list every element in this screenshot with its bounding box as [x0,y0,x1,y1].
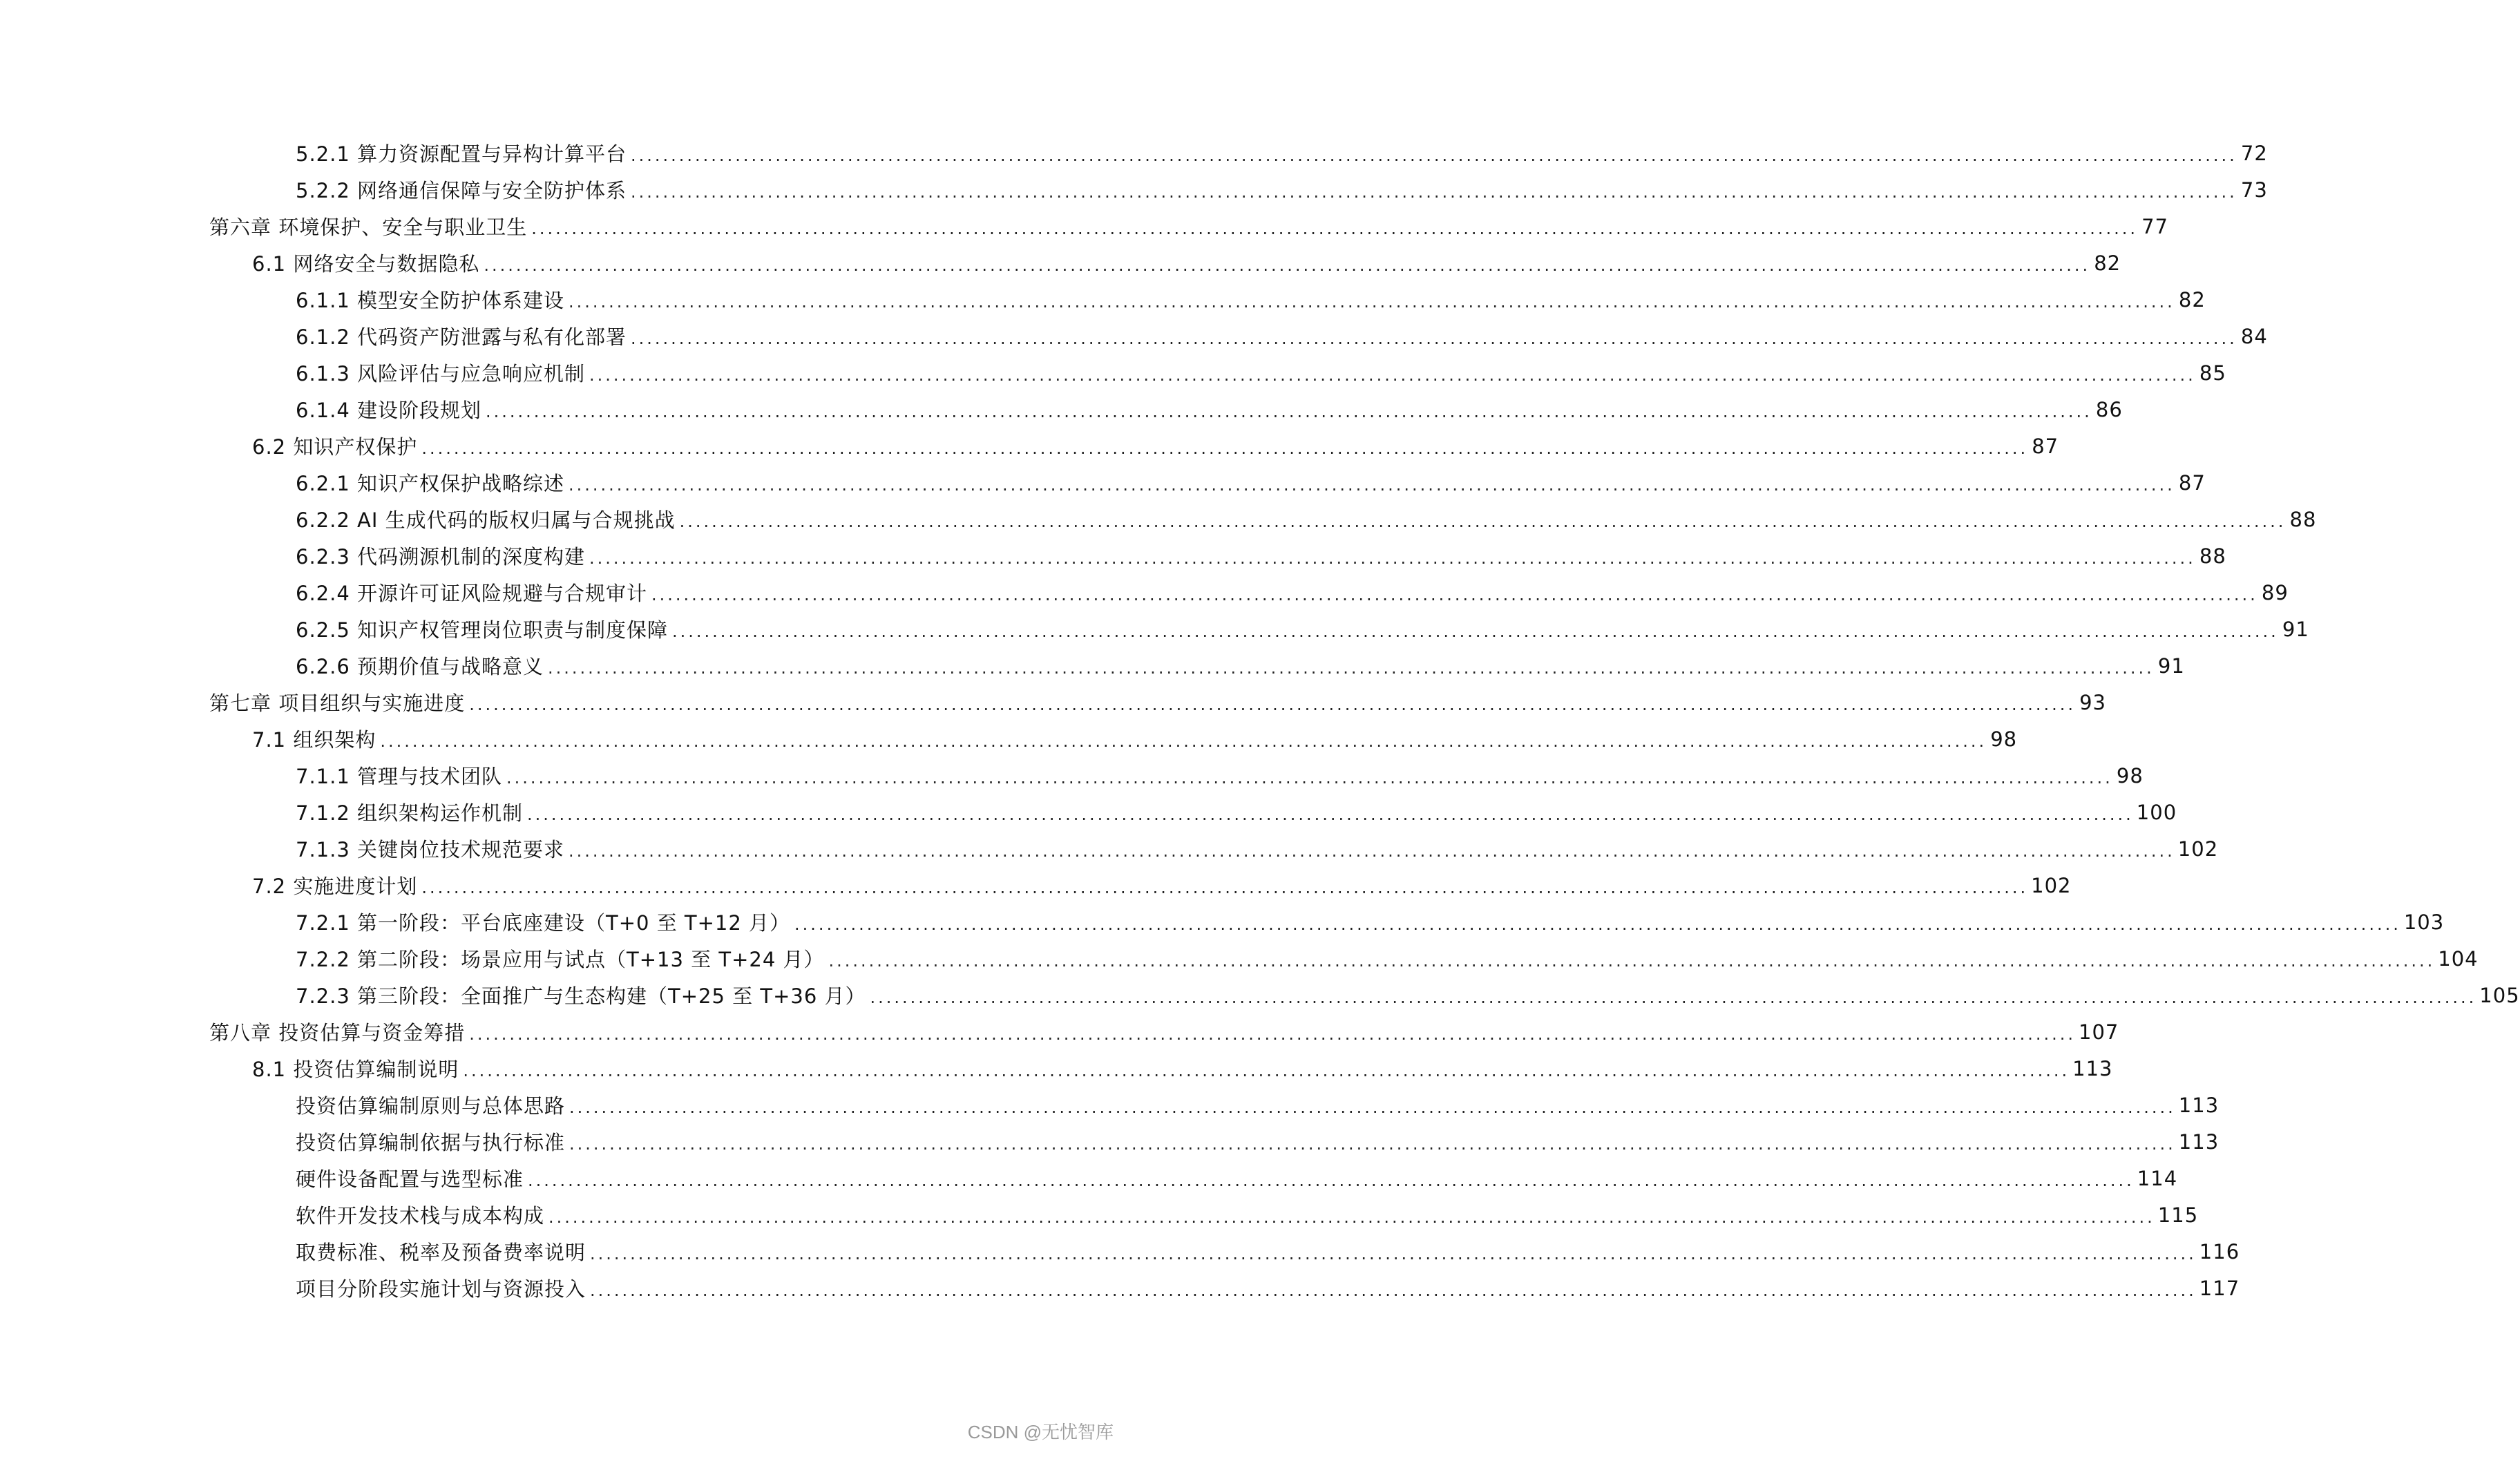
toc-entry[interactable] [252,428,2059,464]
toc-entry[interactable] [296,1196,2199,1233]
toc-entry-label: 6.2.5 知识产权管理岗位职责与制度保障 [296,615,672,643]
toc-page-number: 114 [2137,1166,2178,1190]
toc-entry[interactable] [209,684,2107,721]
toc-page-number: 113 [2072,1056,2113,1080]
toc-entry[interactable] [252,1050,2113,1087]
toc-page-number: 93 [2079,690,2107,714]
toc-dot-leader: ........................................................................................................................................................................................................ [486,401,2092,421]
toc-page-number: 116 [2199,1239,2240,1263]
toc-entry-label: 项目分阶段实施计划与资源投入 [296,1274,590,1302]
toc-entry[interactable] [252,867,2072,904]
toc-entry-label: 7.1 组织架构 [252,725,380,753]
toc-page-number: 88 [2289,507,2317,531]
toc-entry-label: 5.2.1 算力资源配置与异构计算平台 [296,139,631,167]
toc-dot-leader: ........................................................................................................................................................................................................ [590,1280,2197,1300]
toc-dot-leader: ........................................................................................................................................................................................................ [589,365,2196,385]
toc-entry-label: 6.2.6 预期价值与战略意义 [296,651,548,680]
toc-entry[interactable] [296,904,2445,940]
toc-entry-label: 5.2.2 网络通信保障与安全防护体系 [296,175,631,204]
toc-page-number: 87 [2032,434,2059,458]
toc-entry[interactable] [296,1233,2240,1270]
toc-page-number: 82 [2178,287,2206,312]
toc-dot-leader: ........................................................................................................................................................................................................ [870,987,2477,1007]
toc-dot-leader: ........................................................................................................................................................................................................ [531,218,2139,238]
toc-page-number: 103 [2403,910,2445,934]
toc-entry-label: 6.2.3 代码溯源机制的深度构建 [296,542,589,570]
toc-dot-leader: ........................................................................................................................................................................................................ [631,328,2237,348]
toc-entry[interactable] [296,281,2206,318]
toc-dot-leader: ........................................................................................................................................................................................................ [794,914,2401,934]
toc-page-number: 105 [2479,983,2520,1007]
toc-entry[interactable] [296,1123,2220,1160]
toc-dot-leader: ........................................................................................................................................................................................................ [469,1024,2077,1044]
toc-entry[interactable] [296,537,2226,574]
toc-entry[interactable] [209,208,2169,245]
toc-entry[interactable] [296,611,2309,647]
toc-page-number: 102 [2177,837,2219,861]
toc-entry-label: 7.2.3 第三阶段：全面推广与生态构建（T+25 至 T+36 月） [296,981,870,1009]
toc-page-number: 107 [2079,1020,2119,1044]
toc-page-number: 91 [2157,654,2185,678]
toc-entry[interactable] [296,574,2289,611]
toc-page-number: 102 [2031,873,2072,897]
toc-entry-label: 6.1.4 建设阶段规划 [296,395,486,423]
toc-dot-leader: ........................................................................................................................................................................................................ [569,841,2175,861]
toc-page-number: 85 [2199,361,2226,385]
toc-dot-leader: ........................................................................................................................................................................................................ [569,475,2175,495]
toc-entry-label: 硬件设备配置与选型标准 [296,1164,528,1192]
toc-entry-label: 第八章 投资估算与资金筹措 [209,1018,469,1046]
toc-dot-leader: ........................................................................................................................................................................................................ [590,1243,2197,1263]
toc-page-number: 84 [2240,324,2268,348]
toc-entry-label: 6.1.3 风险评估与应急响应机制 [296,359,589,387]
toc-entry[interactable] [252,721,2018,757]
toc-dot-leader: ........................................................................................................................................................................................................ [672,621,2279,641]
toc-dot-leader: ........................................................................................................................................................................................................ [469,694,2077,714]
toc-dot-leader: ........................................................................................................................................................................................................ [380,731,1987,751]
toc-page-number: 117 [2199,1276,2240,1300]
toc-page-number: 113 [2178,1093,2220,1117]
toc-entry[interactable] [296,1160,2178,1196]
toc-entry-label: 投资估算编制原则与总体思路 [296,1091,569,1119]
toc-entry-label: 6.1.1 模型安全防护体系建设 [296,285,569,314]
toc-entry[interactable] [296,830,2219,867]
toc-entry[interactable] [296,647,2185,684]
toc-entry[interactable] [296,135,2268,171]
toc-dot-leader: ........................................................................................................................................................................................................ [527,804,2134,824]
toc-dot-leader: ........................................................................................................................................................................................................ [506,767,2113,788]
toc-entry-label: 7.2.1 第一阶段：平台底座建设（T+0 至 T+12 月） [296,908,794,936]
toc-page-number: 73 [2240,178,2268,202]
toc-dot-leader: ........................................................................................................................................................................................................ [631,145,2237,165]
toc-page-number: 113 [2178,1129,2220,1154]
toc-entry-label: 取费标准、税率及预备费率说明 [296,1237,590,1266]
toc-dot-leader: ........................................................................................................................................................................................................ [679,511,2287,531]
toc-entry-label: 第七章 项目组织与实施进度 [209,688,469,716]
toc-entry[interactable] [296,977,2520,1013]
toc-dot-leader: ........................................................................................................................................................................................................ [548,1207,2155,1227]
table-of-contents [0,135,2520,1306]
toc-page-number: 86 [2095,397,2123,421]
toc-entry-label: 7.1.1 管理与技术团队 [296,761,506,790]
toc-dot-leader: ........................................................................................................................................................................................................ [421,877,2029,897]
toc-dot-leader: ........................................................................................................................................................................................................ [569,1134,2176,1154]
toc-entry-label: 投资估算编制依据与执行标准 [296,1127,569,1156]
toc-entry[interactable] [296,391,2123,428]
toc-entry-label: 7.1.3 关键岗位技术规范要求 [296,835,569,863]
toc-entry-label: 6.2.1 知识产权保护战略综述 [296,468,569,497]
toc-entry-label: 7.1.2 组织架构运作机制 [296,798,527,826]
toc-entry-label: 8.1 投资估算编制说明 [252,1054,463,1083]
toc-dot-leader: ........................................................................................................................................................................................................ [828,951,2436,971]
toc-entry[interactable] [296,1270,2240,1306]
toc-dot-leader: ........................................................................................................................................................................................................ [484,255,2091,275]
toc-entry[interactable] [296,794,2177,830]
toc-entry-label: 6.2.4 开源许可证风险规避与合规审计 [296,578,651,607]
toc-page-number: 87 [2178,470,2206,495]
toc-entry-label: 6.1.2 代码资产防泄露与私有化部署 [296,322,631,350]
toc-page-number: 98 [2116,763,2144,788]
toc-page-number: 77 [2141,214,2169,238]
toc-dot-leader: ........................................................................................................................................................................................................ [569,1097,2176,1117]
toc-dot-leader: ........................................................................................................................................................................................................ [651,584,2258,604]
toc-entry-label: 7.2 实施进度计划 [252,871,421,899]
toc-dot-leader: ........................................................................................................................................................................................................ [548,658,2155,678]
toc-entry-label: 第六章 环境保护、安全与职业卫生 [209,212,531,240]
toc-page-number: 91 [2282,617,2309,641]
toc-entry-label: 6.2 知识产权保护 [252,432,421,460]
toc-page-number: 82 [2094,251,2121,275]
toc-entry[interactable] [209,1013,2119,1050]
toc-entry[interactable] [296,757,2144,794]
toc-page-number: 115 [2157,1203,2199,1227]
toc-entry[interactable] [296,501,2317,537]
toc-entry[interactable] [296,1087,2220,1123]
toc-dot-leader: ........................................................................................................................................................................................................ [569,292,2175,312]
toc-dot-leader: ........................................................................................................................................................................................................ [463,1060,2070,1080]
toc-entry-label: 6.2.2 AI 生成代码的版权归属与合规挑战 [296,505,680,533]
toc-entry-label: 软件开发技术栈与成本构成 [296,1201,548,1229]
toc-page-number: 72 [2240,141,2268,165]
toc-entry[interactable] [296,464,2206,501]
toc-entry-label: 7.2.2 第二阶段：场景应用与试点（T+13 至 T+24 月） [296,944,829,973]
toc-page-number: 98 [1990,727,2018,751]
toc-page-number: 89 [2261,580,2289,604]
toc-entry[interactable] [296,940,2479,977]
toc-entry-label: 6.1 网络安全与数据隐私 [252,249,484,277]
toc-page-number: 100 [2136,800,2177,824]
toc-dot-leader: ........................................................................................................................................................................................................ [421,438,2029,458]
toc-dot-leader: ........................................................................................................................................................................................................ [589,548,2196,568]
toc-entry[interactable] [296,318,2268,354]
toc-dot-leader: ........................................................................................................................................................................................................ [631,182,2237,202]
csdn-watermark: CSDN @无忧智库 [967,1422,1114,1442]
toc-entry[interactable] [296,171,2268,208]
toc-page-number: 88 [2199,544,2226,568]
toc-entry[interactable] [296,354,2226,391]
toc-dot-leader: ........................................................................................................................................................................................................ [528,1170,2135,1190]
toc-entry[interactable] [252,245,2121,281]
toc-page-number: 104 [2438,946,2479,971]
